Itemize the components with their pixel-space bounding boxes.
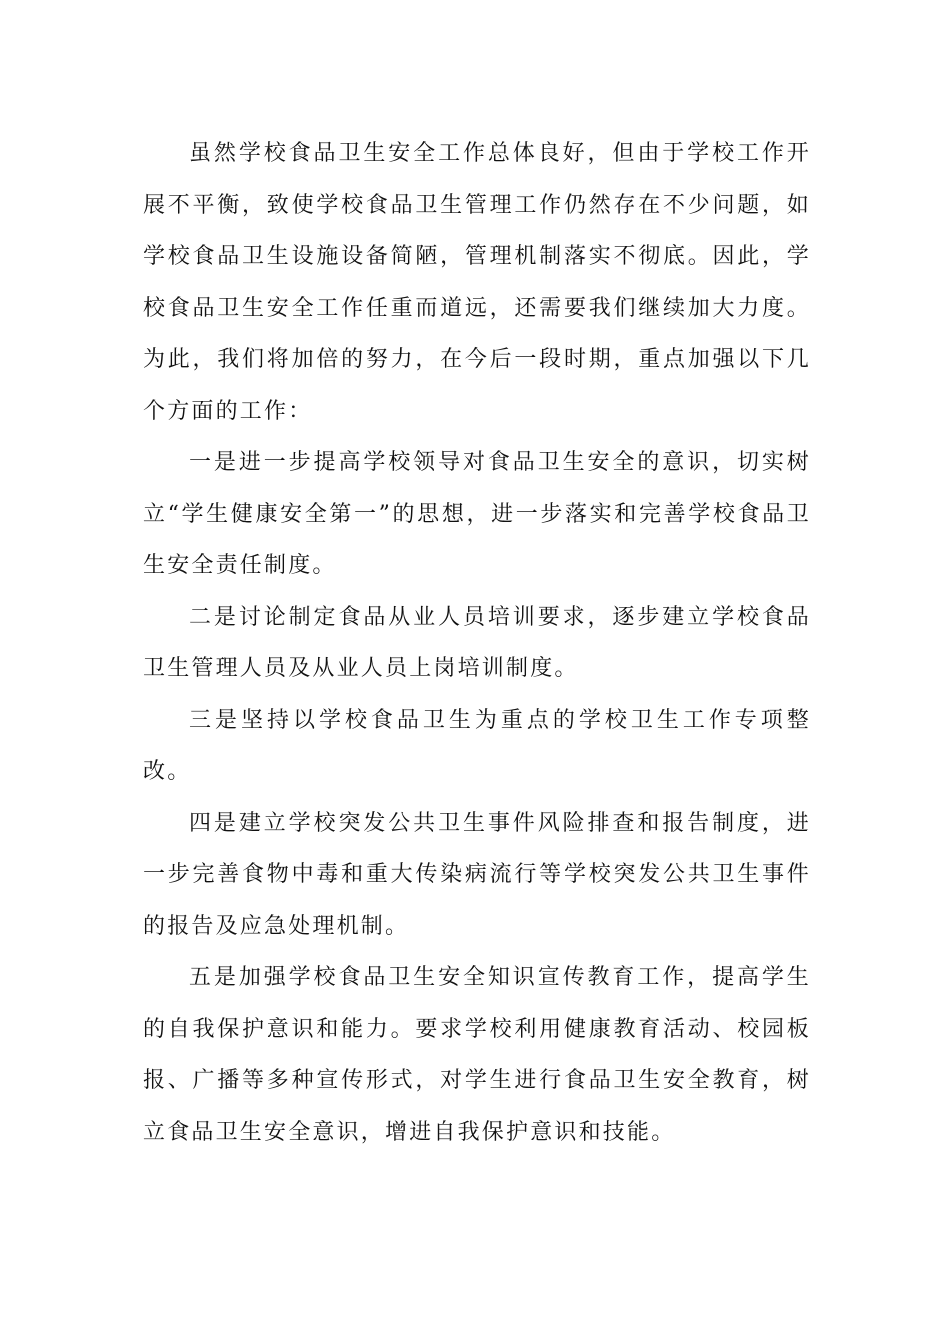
paragraph-item-1: 一是进一步提高学校领导对食品卫生安全的意识，切实树立“学生健康安全第一”的思想，进一步落实和完善学校食品卫生安全责任制度。 bbox=[143, 450, 811, 578]
paragraph-item-2: 二是讨论制定食品从业人员培训要求，逐步建立学校食品卫生管理人员及从业人员上岗培训制度。 bbox=[143, 604, 811, 681]
paragraph-item-5: 五是加强学校食品卫生安全知识宣传教育工作，提高学生的自我保护意识和能力。要求学校利用健康教育活动、校园板报、广播等多种宣传形式，对学生进行食品卫生安全教育，树立食品卫生安全意识，增进自我保护意识和技能。 bbox=[143, 965, 811, 1145]
paragraph-intro: 虽然学校食品卫生安全工作总体良好，但由于学校工作开展不平衡，致使学校食品卫生管理工作仍然存在不少问题，如学校食品卫生设施设备简陋，管理机制落实不彻底。因此，学校食品卫生安全工作任重而道远，还需要我们继续加大力度。为此，我们将加倍的努力，在今后一段时期，重点加强以下几个方面的工作： bbox=[143, 141, 811, 424]
paragraph-item-4: 四是建立学校突发公共卫生事件风险排查和报告制度，进一步完善食物中毒和重大传染病流行等学校突发公共卫生事件的报告及应急处理机制。 bbox=[143, 810, 811, 939]
document-body bbox=[143, 128, 811, 1158]
paragraph-item-3: 三是坚持以学校食品卫生为重点的学校卫生工作专项整改。 bbox=[143, 707, 811, 784]
